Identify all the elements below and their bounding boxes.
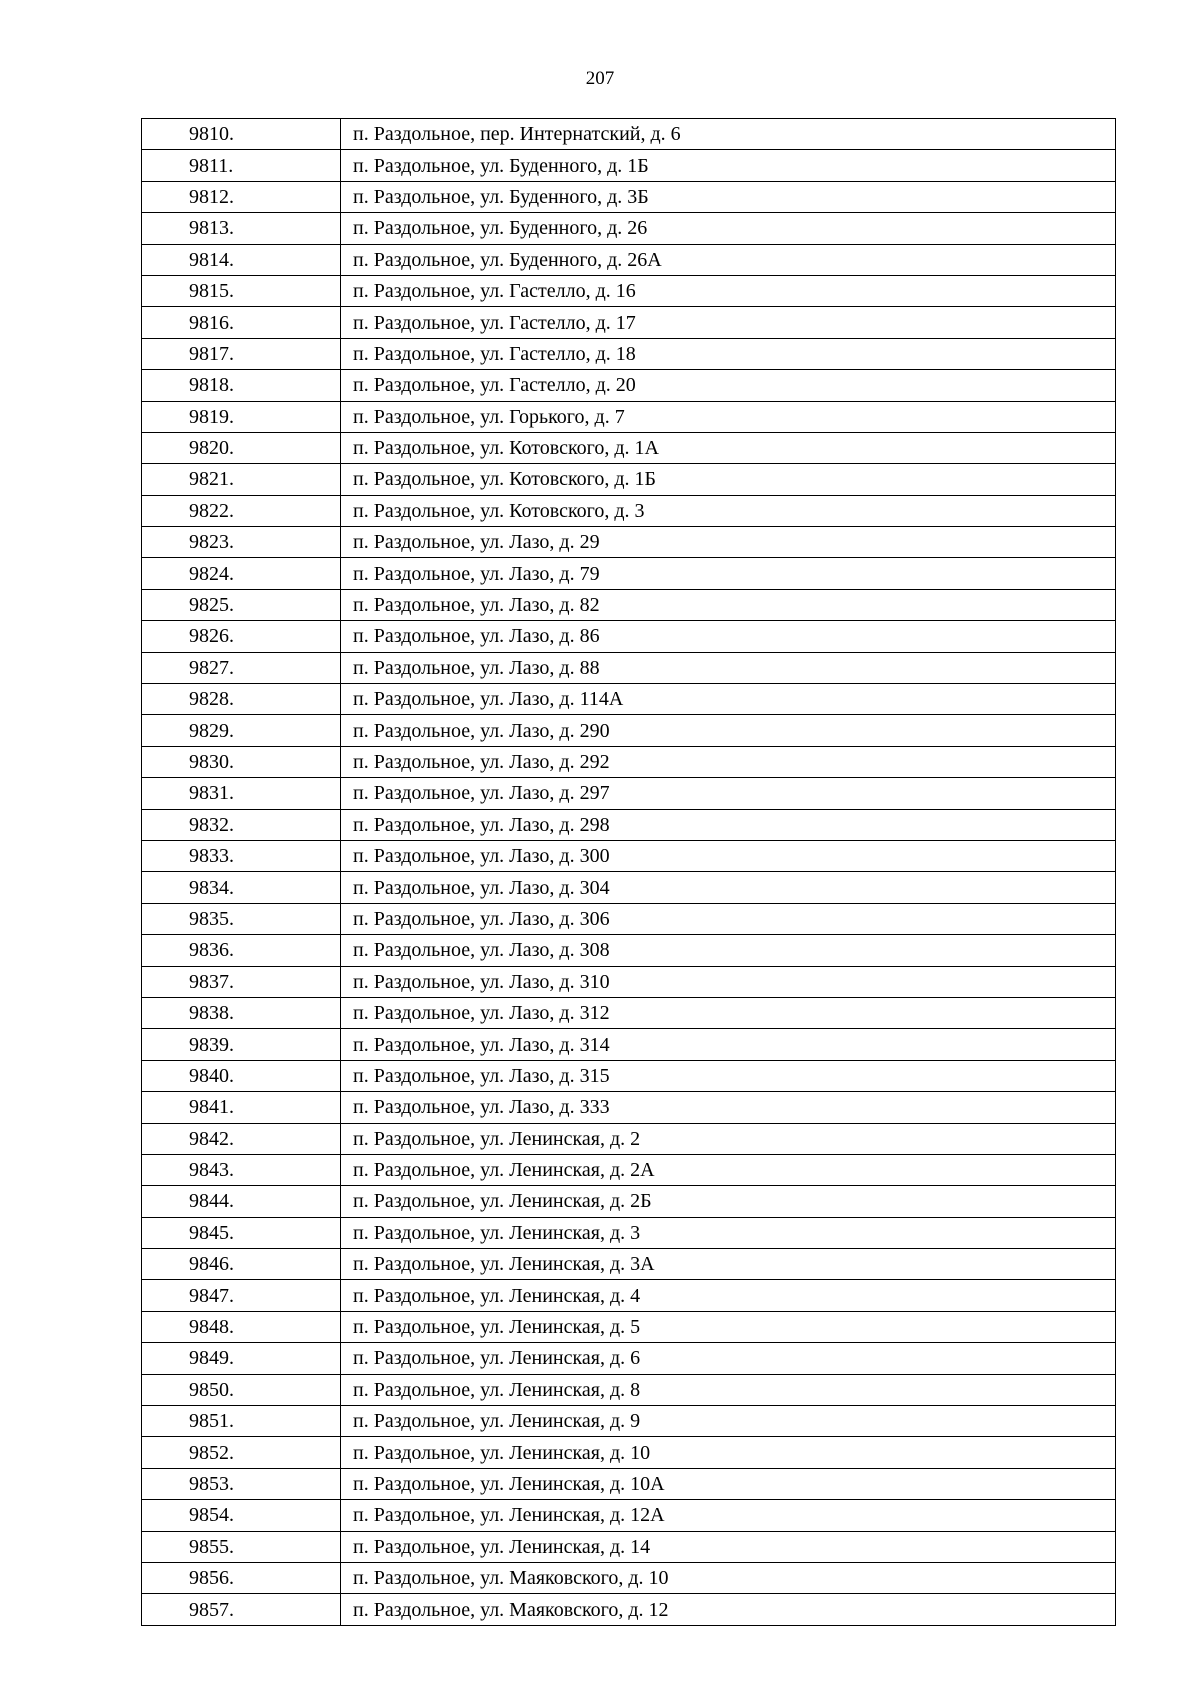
table-row bbox=[142, 495, 1116, 526]
address-cell: п. Раздольное, ул. Лазо, д. 312 bbox=[341, 997, 1116, 1028]
address-cell: п. Раздольное, ул. Ленинская, д. 3А bbox=[341, 1249, 1116, 1280]
row-number-cell: 9854. bbox=[142, 1500, 341, 1531]
table-row bbox=[142, 1092, 1116, 1123]
address-cell: п. Раздольное, ул. Лазо, д. 79 bbox=[341, 558, 1116, 589]
row-number-cell: 9850. bbox=[142, 1374, 341, 1405]
row-number-cell: 9833. bbox=[142, 840, 341, 871]
address-cell: п. Раздольное, ул. Ленинская, д. 4 bbox=[341, 1280, 1116, 1311]
address-cell: п. Раздольное, ул. Котовского, д. 1А bbox=[341, 432, 1116, 463]
table-row bbox=[142, 307, 1116, 338]
row-number-cell: 9837. bbox=[142, 966, 341, 997]
table-row bbox=[142, 746, 1116, 777]
row-number-cell: 9842. bbox=[142, 1123, 341, 1154]
row-number-cell: 9814. bbox=[142, 244, 341, 275]
table-row bbox=[142, 715, 1116, 746]
row-number-cell: 9834. bbox=[142, 872, 341, 903]
table-row bbox=[142, 338, 1116, 369]
table-row bbox=[142, 432, 1116, 463]
table-row bbox=[142, 1154, 1116, 1185]
row-number-cell: 9843. bbox=[142, 1154, 341, 1185]
row-number-cell: 9828. bbox=[142, 684, 341, 715]
row-number-cell: 9856. bbox=[142, 1562, 341, 1593]
address-cell: п. Раздольное, ул. Ленинская, д. 10А bbox=[341, 1468, 1116, 1499]
address-cell: п. Раздольное, ул. Лазо, д. 82 bbox=[341, 589, 1116, 620]
address-cell: п. Раздольное, ул. Лазо, д. 310 bbox=[341, 966, 1116, 997]
address-cell: п. Раздольное, ул. Буденного, д. 26А bbox=[341, 244, 1116, 275]
address-cell: п. Раздольное, ул. Маяковского, д. 10 bbox=[341, 1562, 1116, 1593]
row-number-cell: 9819. bbox=[142, 401, 341, 432]
table-row bbox=[142, 1249, 1116, 1280]
table-row bbox=[142, 119, 1116, 150]
row-number-cell: 9830. bbox=[142, 746, 341, 777]
table-row bbox=[142, 558, 1116, 589]
row-number-cell: 9811. bbox=[142, 150, 341, 181]
row-number-cell: 9810. bbox=[142, 119, 341, 150]
table-row bbox=[142, 1123, 1116, 1154]
row-number-cell: 9820. bbox=[142, 432, 341, 463]
row-number-cell: 9839. bbox=[142, 1029, 341, 1060]
row-number-cell: 9812. bbox=[142, 181, 341, 212]
address-cell: п. Раздольное, ул. Лазо, д. 300 bbox=[341, 840, 1116, 871]
table-row bbox=[142, 181, 1116, 212]
address-cell: п. Раздольное, ул. Буденного, д. 1Б bbox=[341, 150, 1116, 181]
table-row bbox=[142, 1468, 1116, 1499]
table-row bbox=[142, 1562, 1116, 1593]
table-row bbox=[142, 589, 1116, 620]
address-cell: п. Раздольное, ул. Горького, д. 7 bbox=[341, 401, 1116, 432]
address-cell: п. Раздольное, ул. Котовского, д. 3 bbox=[341, 495, 1116, 526]
table-row bbox=[142, 1531, 1116, 1562]
row-number-cell: 9840. bbox=[142, 1060, 341, 1091]
table-row bbox=[142, 652, 1116, 683]
address-table bbox=[141, 118, 1116, 1626]
address-cell: п. Раздольное, ул. Ленинская, д. 6 bbox=[341, 1343, 1116, 1374]
address-cell: п. Раздольное, ул. Лазо, д. 88 bbox=[341, 652, 1116, 683]
address-cell: п. Раздольное, ул. Ленинская, д. 2А bbox=[341, 1154, 1116, 1185]
table-row bbox=[142, 1060, 1116, 1091]
table-row bbox=[142, 464, 1116, 495]
address-cell: п. Раздольное, ул. Буденного, д. 26 bbox=[341, 213, 1116, 244]
row-number-cell: 9823. bbox=[142, 527, 341, 558]
row-number-cell: 9841. bbox=[142, 1092, 341, 1123]
address-cell: п. Раздольное, ул. Буденного, д. 3Б bbox=[341, 181, 1116, 212]
table-row bbox=[142, 935, 1116, 966]
row-number-cell: 9847. bbox=[142, 1280, 341, 1311]
address-table-body bbox=[142, 119, 1116, 1626]
address-cell: п. Раздольное, ул. Ленинская, д. 2 bbox=[341, 1123, 1116, 1154]
address-cell: п. Раздольное, ул. Ленинская, д. 9 bbox=[341, 1406, 1116, 1437]
table-row bbox=[142, 809, 1116, 840]
row-number-cell: 9813. bbox=[142, 213, 341, 244]
address-cell: п. Раздольное, ул. Ленинская, д. 10 bbox=[341, 1437, 1116, 1468]
row-number-cell: 9832. bbox=[142, 809, 341, 840]
table-row bbox=[142, 778, 1116, 809]
row-number-cell: 9816. bbox=[142, 307, 341, 338]
row-number-cell: 9829. bbox=[142, 715, 341, 746]
table-row bbox=[142, 150, 1116, 181]
table-row bbox=[142, 621, 1116, 652]
table-row bbox=[142, 1280, 1116, 1311]
table-row bbox=[142, 1500, 1116, 1531]
row-number-cell: 9826. bbox=[142, 621, 341, 652]
row-number-cell: 9825. bbox=[142, 589, 341, 620]
address-cell: п. Раздольное, ул. Лазо, д. 306 bbox=[341, 903, 1116, 934]
row-number-cell: 9818. bbox=[142, 370, 341, 401]
table-row bbox=[142, 840, 1116, 871]
address-cell: п. Раздольное, ул. Ленинская, д. 2Б bbox=[341, 1186, 1116, 1217]
row-number-cell: 9857. bbox=[142, 1594, 341, 1625]
row-number-cell: 9848. bbox=[142, 1311, 341, 1342]
row-number-cell: 9852. bbox=[142, 1437, 341, 1468]
address-cell: п. Раздольное, ул. Ленинская, д. 14 bbox=[341, 1531, 1116, 1562]
table-row bbox=[142, 1029, 1116, 1060]
row-number-cell: 9822. bbox=[142, 495, 341, 526]
table-row bbox=[142, 1343, 1116, 1374]
table-row bbox=[142, 1406, 1116, 1437]
table-row bbox=[142, 213, 1116, 244]
address-cell: п. Раздольное, ул. Лазо, д. 114А bbox=[341, 684, 1116, 715]
address-cell: п. Раздольное, ул. Гастелло, д. 20 bbox=[341, 370, 1116, 401]
address-cell: п. Раздольное, ул. Лазо, д. 86 bbox=[341, 621, 1116, 652]
row-number-cell: 9838. bbox=[142, 997, 341, 1028]
address-cell: п. Раздольное, ул. Лазо, д. 297 bbox=[341, 778, 1116, 809]
table-row bbox=[142, 401, 1116, 432]
page-number: 207 bbox=[585, 68, 615, 89]
table-row bbox=[142, 1437, 1116, 1468]
row-number-cell: 9835. bbox=[142, 903, 341, 934]
table-row bbox=[142, 527, 1116, 558]
address-cell: п. Раздольное, пер. Интернатский, д. 6 bbox=[341, 119, 1116, 150]
address-cell: п. Раздольное, ул. Лазо, д. 333 bbox=[341, 1092, 1116, 1123]
row-number-cell: 9831. bbox=[142, 778, 341, 809]
table-row bbox=[142, 684, 1116, 715]
table-row bbox=[142, 1186, 1116, 1217]
address-cell: п. Раздольное, ул. Лазо, д. 315 bbox=[341, 1060, 1116, 1091]
row-number-cell: 9849. bbox=[142, 1343, 341, 1374]
row-number-cell: 9815. bbox=[142, 275, 341, 306]
row-number-cell: 9836. bbox=[142, 935, 341, 966]
address-cell: п. Раздольное, ул. Лазо, д. 29 bbox=[341, 527, 1116, 558]
address-cell: п. Раздольное, ул. Лазо, д. 314 bbox=[341, 1029, 1116, 1060]
address-cell: п. Раздольное, ул. Лазо, д. 290 bbox=[341, 715, 1116, 746]
address-cell: п. Раздольное, ул. Лазо, д. 292 bbox=[341, 746, 1116, 777]
table-row bbox=[142, 370, 1116, 401]
address-cell: п. Раздольное, ул. Котовского, д. 1Б bbox=[341, 464, 1116, 495]
row-number-cell: 9846. bbox=[142, 1249, 341, 1280]
address-cell: п. Раздольное, ул. Лазо, д. 308 bbox=[341, 935, 1116, 966]
address-cell: п. Раздольное, ул. Ленинская, д. 12А bbox=[341, 1500, 1116, 1531]
table-row bbox=[142, 1311, 1116, 1342]
row-number-cell: 9853. bbox=[142, 1468, 341, 1499]
row-number-cell: 9821. bbox=[142, 464, 341, 495]
table-row bbox=[142, 275, 1116, 306]
row-number-cell: 9827. bbox=[142, 652, 341, 683]
table-row bbox=[142, 966, 1116, 997]
row-number-cell: 9855. bbox=[142, 1531, 341, 1562]
table-row bbox=[142, 872, 1116, 903]
address-cell: п. Раздольное, ул. Лазо, д. 298 bbox=[341, 809, 1116, 840]
table-row bbox=[142, 244, 1116, 275]
table-row bbox=[142, 1374, 1116, 1405]
table-row bbox=[142, 997, 1116, 1028]
table-row bbox=[142, 903, 1116, 934]
row-number-cell: 9844. bbox=[142, 1186, 341, 1217]
row-number-cell: 9851. bbox=[142, 1406, 341, 1437]
address-cell: п. Раздольное, ул. Гастелло, д. 17 bbox=[341, 307, 1116, 338]
table-row bbox=[142, 1594, 1116, 1625]
address-cell: п. Раздольное, ул. Гастелло, д. 16 bbox=[341, 275, 1116, 306]
row-number-cell: 9817. bbox=[142, 338, 341, 369]
address-cell: п. Раздольное, ул. Ленинская, д. 8 bbox=[341, 1374, 1116, 1405]
address-cell: п. Раздольное, ул. Лазо, д. 304 bbox=[341, 872, 1116, 903]
row-number-cell: 9845. bbox=[142, 1217, 341, 1248]
address-cell: п. Раздольное, ул. Ленинская, д. 3 bbox=[341, 1217, 1116, 1248]
table-row bbox=[142, 1217, 1116, 1248]
row-number-cell: 9824. bbox=[142, 558, 341, 589]
address-cell: п. Раздольное, ул. Маяковского, д. 12 bbox=[341, 1594, 1116, 1625]
address-cell: п. Раздольное, ул. Гастелло, д. 18 bbox=[341, 338, 1116, 369]
address-cell: п. Раздольное, ул. Ленинская, д. 5 bbox=[341, 1311, 1116, 1342]
